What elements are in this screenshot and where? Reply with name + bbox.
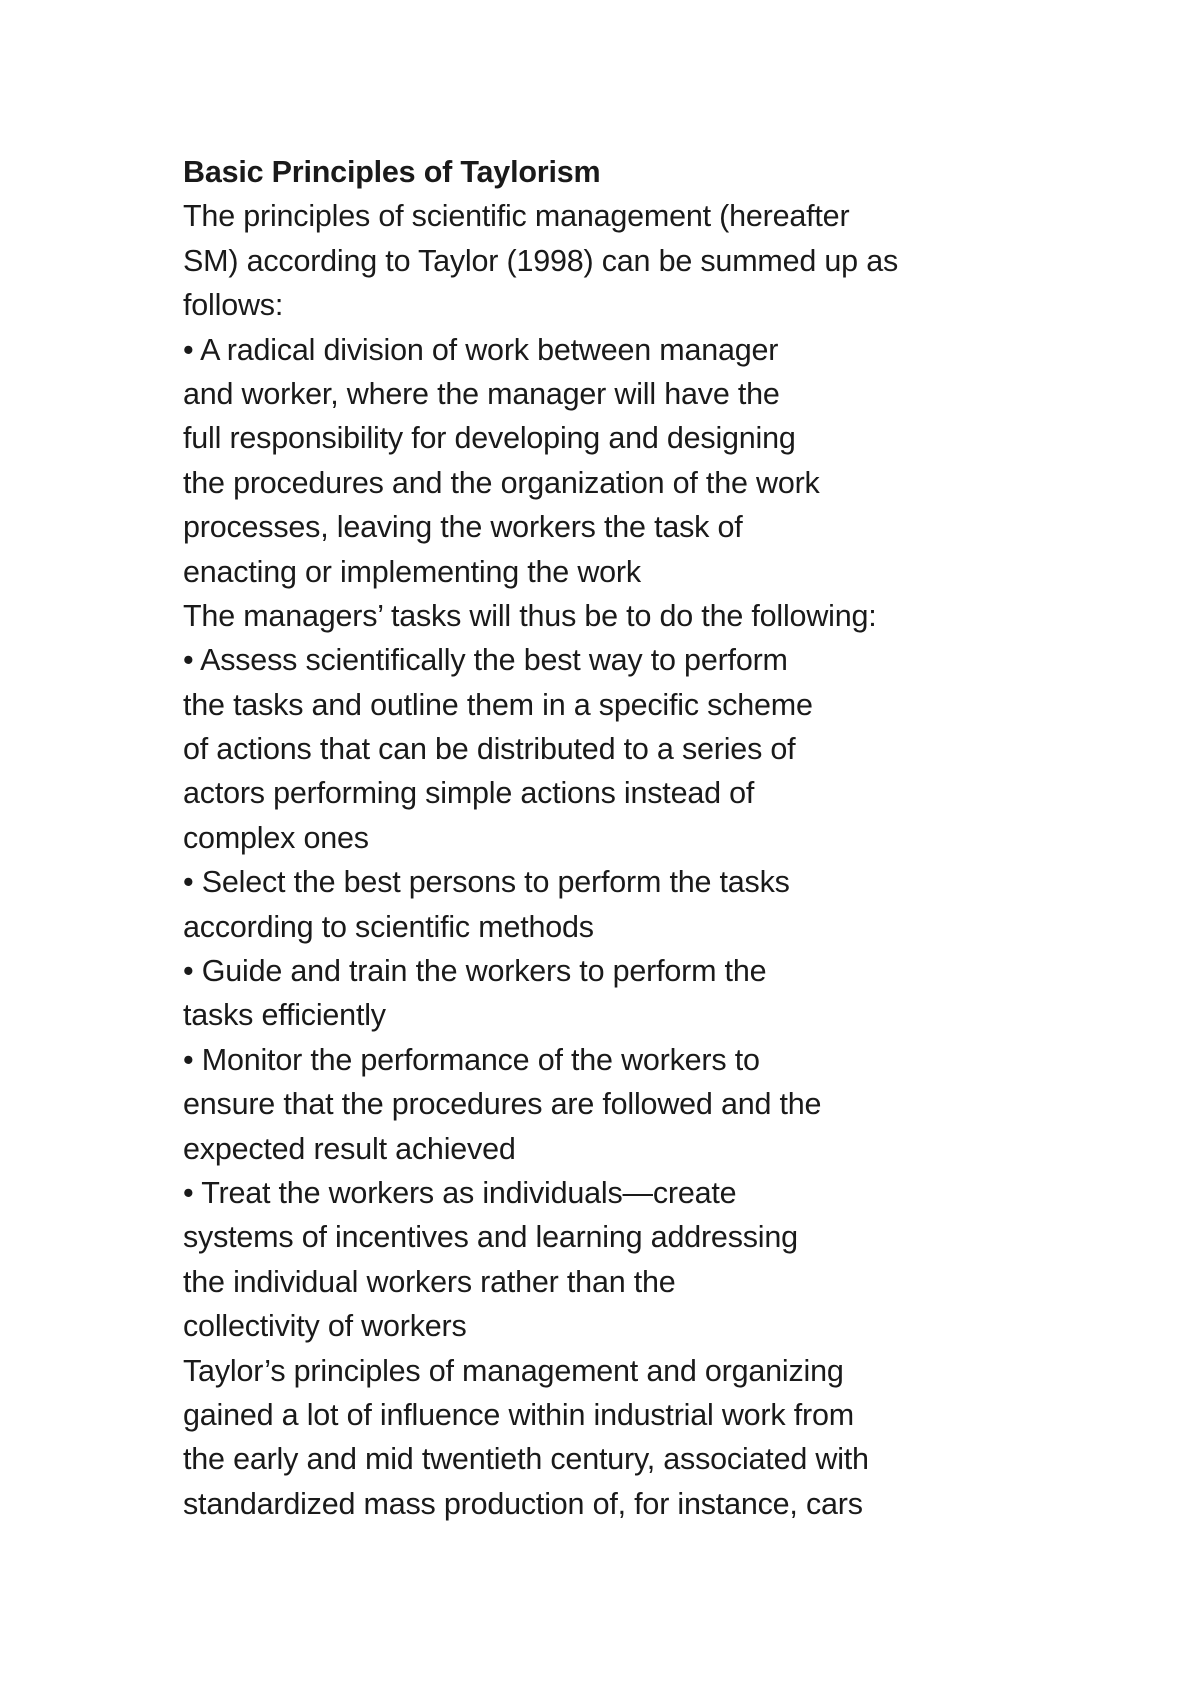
text-line: the procedures and the organization of the work <box>183 465 820 500</box>
text-line: the individual workers rather than the <box>183 1264 676 1299</box>
text-line: standardized mass production of, for instance, cars <box>183 1486 863 1521</box>
bullet-line: • Guide and train the workers to perform the <box>183 954 767 989</box>
text-line: tasks efficiently <box>183 998 386 1033</box>
text-line: SM) according to Taylor (1998) can be summed up as <box>183 243 899 278</box>
text-line: and worker, where the manager will have the <box>183 376 780 411</box>
text-line: of actions that can be distributed to a series of <box>183 732 796 767</box>
bullet-line: • A radical division of work between manager <box>183 332 779 367</box>
text-line: gained a lot of influence within industrial work from <box>183 1397 854 1432</box>
text-line: the tasks and outline them in a specific scheme <box>183 687 813 722</box>
text-line: expected result achieved <box>183 1131 516 1166</box>
text-line: collectivity of workers <box>183 1309 467 1344</box>
text-line: processes, leaving the workers the task of <box>183 510 743 545</box>
document-body <box>183 150 1083 1526</box>
text-line: according to scientific methods <box>183 909 594 944</box>
text-line: follows: <box>183 288 284 323</box>
bullet-line: • Treat the workers as individuals—create <box>183 1175 737 1210</box>
bullet-line: • Select the best persons to perform the tasks <box>183 865 790 900</box>
text-line: full responsibility for developing and designing <box>183 421 796 456</box>
text-line: The managers’ tasks will thus be to do the following: <box>183 598 877 633</box>
text-line: ensure that the procedures are followed and the <box>183 1087 822 1122</box>
text-line: complex ones <box>183 820 369 855</box>
text-line: enacting or implementing the work <box>183 554 641 589</box>
bullet-line: • Assess scientifically the best way to perform <box>183 643 788 678</box>
text-line: actors performing simple actions instead of <box>183 776 755 811</box>
text-line: the early and mid twentieth century, associated with <box>183 1442 869 1477</box>
text-line: systems of incentives and learning addressing <box>183 1220 798 1255</box>
text-line: The principles of scientific management (hereafter <box>183 199 850 234</box>
bullet-line: • Monitor the performance of the workers to <box>183 1042 760 1077</box>
text-line: Taylor’s principles of management and organizing <box>183 1353 844 1388</box>
document-title: Basic Principles of Taylorism <box>183 155 601 189</box>
